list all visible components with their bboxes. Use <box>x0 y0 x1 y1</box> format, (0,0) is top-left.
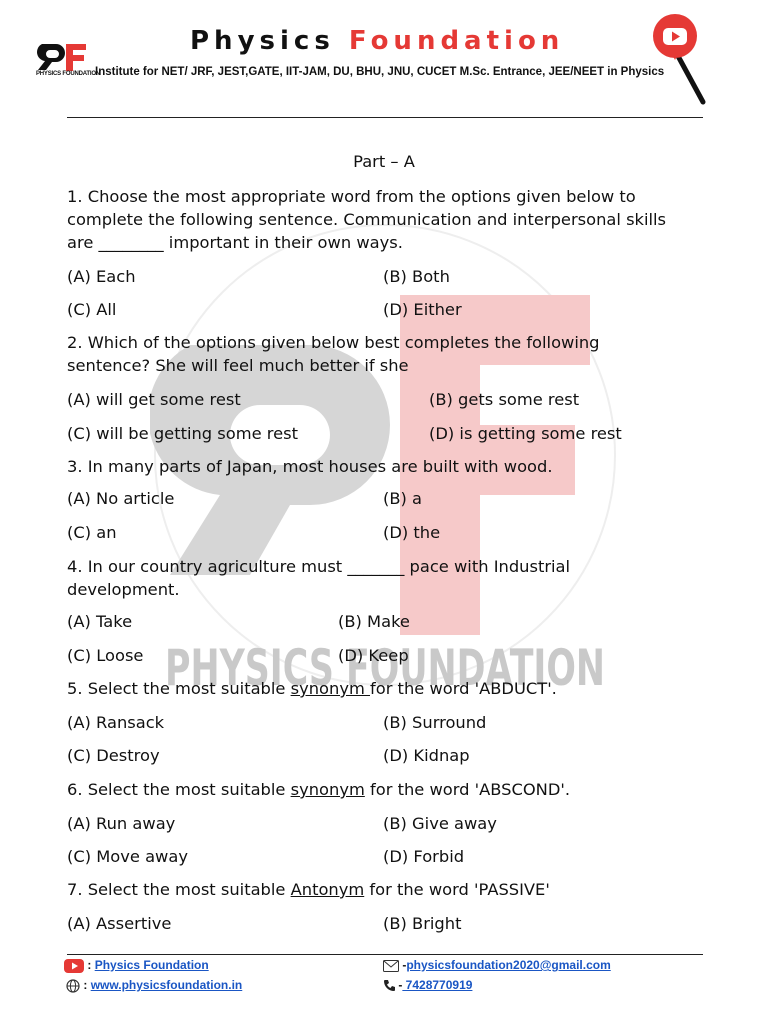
question-line: 2. Which of the options given below best completes the following <box>67 333 600 352</box>
q1-option-b: (B) Both <box>383 267 450 286</box>
footer-website-separator: : <box>83 978 88 992</box>
phone-link[interactable]: 7428770919 <box>402 978 473 992</box>
question-text: 7. Select the most suitable <box>67 880 291 899</box>
email-link[interactable]: physicsfoundation2020@gmail.com <box>406 958 611 972</box>
footer-youtube-separator: : <box>87 958 92 972</box>
q7-option-b: (B) Bright <box>383 914 462 933</box>
website-link[interactable]: www.physicsfoundation.in <box>90 978 243 992</box>
q2-option-d: (D) is getting some rest <box>429 424 622 443</box>
question-text: 6. Select the most suitable <box>67 780 291 799</box>
q4-option-d: (D) Keep <box>338 646 409 665</box>
question-4 <box>67 555 707 601</box>
q1-option-a: (A) Each <box>67 267 136 286</box>
question-line: complete the following sentence. Communication and interpersonal skills <box>67 210 667 229</box>
q5-option-d: (D) Kidnap <box>383 746 470 765</box>
brand-word-foundation: Foundation <box>348 26 565 56</box>
question-text: for the word 'ABDUCT'. <box>370 679 557 698</box>
youtube-channel-link[interactable]: Physics Foundation <box>94 958 209 972</box>
question-7 <box>67 878 707 901</box>
youtube-pin-icon <box>648 12 710 108</box>
q5-option-c: (C) Destroy <box>67 746 160 765</box>
question-line: development. <box>67 580 180 599</box>
question-line: 1. Choose the most appropriate word from the options given below to <box>67 187 636 206</box>
header-divider <box>67 117 703 118</box>
question-keyword: synonym <box>290 780 365 799</box>
footer-youtube <box>64 958 209 973</box>
brand-word-physics: Physics <box>190 26 335 56</box>
email-icon <box>383 960 399 972</box>
question-line: are ________ important in their own ways. <box>67 233 403 252</box>
question-3 <box>67 455 707 478</box>
q3-option-c: (C) an <box>67 523 117 542</box>
part-title: Part – A <box>353 152 415 171</box>
q6-option-c: (C) Move away <box>67 847 188 866</box>
question-line: 4. In our country agriculture must _______ pace with Industrial <box>67 557 571 576</box>
question-line: 3. In many parts of Japan, most houses are built with wood. <box>67 457 553 476</box>
phone-icon <box>383 979 395 992</box>
q5-option-a: (A) Ransack <box>67 713 165 732</box>
q2-option-c: (C) will be getting some rest <box>67 424 299 443</box>
q7-option-a: (A) Assertive <box>67 914 172 933</box>
footer-divider <box>67 954 703 955</box>
q3-option-d: (D) the <box>383 523 441 542</box>
footer-phone-separator: - <box>398 978 403 992</box>
question-1 <box>67 185 707 254</box>
q4-option-a: (A) Take <box>67 612 133 631</box>
question-2 <box>67 331 707 377</box>
brand-title <box>190 26 564 56</box>
q3-option-b: (B) a <box>383 489 423 508</box>
footer-email <box>383 958 611 972</box>
q1-option-c: (C) All <box>67 300 117 319</box>
question-text: 5. Select the most suitable <box>67 679 291 698</box>
question-keyword: synonym <box>290 679 370 698</box>
q6-option-a: (A) Run away <box>67 814 176 833</box>
globe-icon <box>66 979 80 993</box>
footer-website <box>66 978 242 993</box>
youtube-icon <box>64 959 84 973</box>
question-5 <box>67 677 707 700</box>
question-text: for the word 'ABSCOND'. <box>364 780 571 799</box>
q4-option-b: (B) Make <box>338 612 410 631</box>
footer-email-separator: - <box>402 958 407 972</box>
q2-option-b: (B) gets some rest <box>429 390 580 409</box>
institute-tagline: Institute for NET/ JRF, JEST,GATE, IIT-JAM, DU, BHU, JNU, CUCET M.Sc. Entrance, JEE/NEET in Physics <box>95 66 665 78</box>
q2-option-a: (A) will get some rest <box>67 390 241 409</box>
question-6 <box>67 778 707 801</box>
q4-option-c: (C) Loose <box>67 646 144 665</box>
q5-option-b: (B) Surround <box>383 713 487 732</box>
q1-option-d: (D) Either <box>383 300 462 319</box>
footer-phone <box>383 978 472 992</box>
logo-caption: PHYSICS FOUNDATION <box>36 71 100 77</box>
question-text: for the word 'PASSIVE' <box>364 880 550 899</box>
q6-option-b: (B) Give away <box>383 814 497 833</box>
question-keyword: Antonym <box>290 880 365 899</box>
watermark-text: PHYSICS FOUNDATION <box>165 639 605 697</box>
question-line: sentence? She will feel much better if she <box>67 356 409 375</box>
q6-option-d: (D) Forbid <box>383 847 465 866</box>
q3-option-a: (A) No article <box>67 489 175 508</box>
